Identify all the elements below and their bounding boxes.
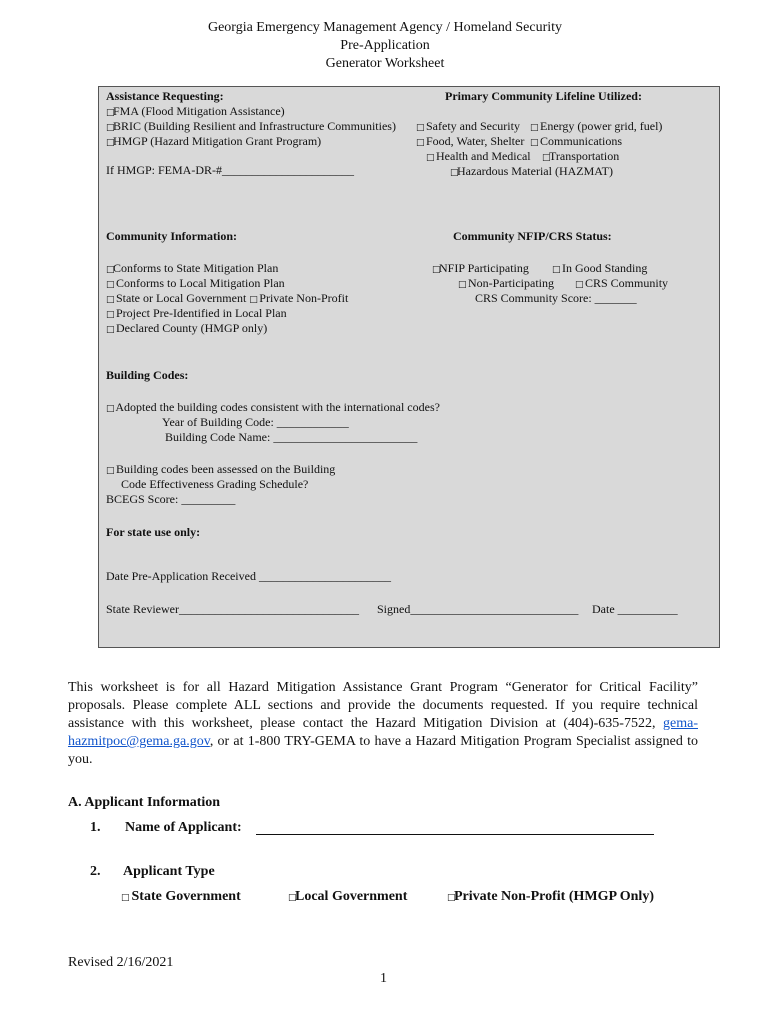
- bcegs-score-field[interactable]: BCEGS Score: _________: [106, 492, 236, 506]
- lifeline-food[interactable]: □ Food, Water, Shelter: [416, 134, 524, 151]
- checkbox-icon: □: [288, 893, 297, 903]
- assistance-heading: Assistance Requesting:: [106, 89, 224, 103]
- checkbox-icon: □: [106, 123, 115, 133]
- date-received-field[interactable]: Date Pre-Application Received ______________________: [106, 569, 391, 583]
- intro-paragraph: This worksheet is for all Hazard Mitigation Assistance Grant Program “Generator for Critical Facility” proposals. Please complete ALL sections and provide the documents requested. If you require technical assistance with this worksheet, please contact the Hazard Mitigation Division at (404)-635-7522, gema-hazmitpoc@gema.ga.gov, or at 1-800 TRY-GEMA to have a Hazard Mitigation Program Specialist assigned to you.: [68, 680, 698, 767]
- date-field[interactable]: Date __________: [592, 602, 678, 616]
- community-pre-identified[interactable]: □ Project Pre-Identified in Local Plan: [106, 306, 287, 323]
- checkbox-icon: □: [106, 404, 115, 414]
- pre-application-box: [98, 86, 720, 648]
- state-use-heading: For state use only:: [106, 525, 201, 539]
- community-declared-county[interactable]: □ Declared County (HMGP only): [106, 321, 267, 338]
- checkbox-icon: □: [432, 265, 441, 275]
- checkbox-icon: □: [447, 893, 456, 903]
- checkbox-icon: □: [121, 893, 130, 903]
- assistance-option-fma[interactable]: □FMA (Flood Mitigation Assistance): [106, 104, 285, 121]
- applicant-name-input[interactable]: [256, 820, 654, 835]
- lifeline-heading: Primary Community Lifeline Utilized:: [445, 89, 642, 103]
- checkbox-icon: □: [106, 310, 115, 320]
- worksheet-title: Generator Worksheet: [325, 56, 445, 71]
- assistance-option-bric[interactable]: □BRIC (Building Resilient and Infrastructure Communities): [106, 119, 396, 136]
- checkbox-icon: □: [542, 153, 551, 163]
- checkbox-icon: □: [249, 295, 258, 305]
- checkbox-icon: □: [552, 265, 561, 275]
- assistance-option-hmgp[interactable]: □HMGP (Hazard Mitigation Grant Program): [106, 134, 321, 151]
- checkbox-icon: □: [575, 280, 584, 290]
- checkbox-icon: □: [106, 325, 115, 335]
- lifeline-transportation[interactable]: □Transportation: [542, 149, 619, 166]
- building-codes-heading: Building Codes:: [106, 368, 189, 382]
- revised-date: Revised 2/16/2021: [68, 955, 174, 970]
- codes-name-field[interactable]: Building Code Name: ________________________: [165, 430, 418, 444]
- lifeline-hazmat[interactable]: □Hazardous Material (HAZMAT): [450, 164, 613, 181]
- checkbox-icon: □: [416, 123, 425, 133]
- checkbox-icon: □: [450, 168, 459, 178]
- type-private-nonprofit[interactable]: □Private Non-Profit (HMGP Only): [447, 888, 654, 907]
- nfip-heading: Community NFIP/CRS Status:: [453, 229, 612, 243]
- lifeline-communications[interactable]: □ Communications: [530, 134, 622, 151]
- checkbox-icon: □: [416, 138, 425, 148]
- checkbox-icon: □: [106, 295, 115, 305]
- community-local-plan[interactable]: □ Conforms to Local Mitigation Plan: [106, 276, 285, 293]
- q1-number: 1.: [90, 820, 101, 835]
- q2-label: Applicant Type: [123, 864, 215, 879]
- codes-assessed-cont: Code Effectiveness Grading Schedule?: [121, 477, 309, 491]
- agency-title: Georgia Emergency Management Agency / Homeland Security: [207, 20, 563, 35]
- community-state-plan[interactable]: □Conforms to State Mitigation Plan: [106, 261, 278, 278]
- section-a-title: A. Applicant Information: [68, 795, 221, 810]
- nfip-good-standing[interactable]: □ In Good Standing: [552, 261, 647, 278]
- nfip-crs-community[interactable]: □ CRS Community: [575, 276, 668, 293]
- checkbox-icon: □: [530, 123, 539, 133]
- page-number: 1: [380, 971, 387, 986]
- codes-assessed[interactable]: □ Building codes been assessed on the Building: [106, 462, 335, 479]
- form-subtitle: Pre-Application: [340, 38, 430, 53]
- signed-field[interactable]: Signed____________________________: [377, 602, 579, 616]
- crs-score-field[interactable]: CRS Community Score: _______: [475, 291, 637, 305]
- q1-label: Name of Applicant:: [125, 820, 242, 835]
- checkbox-icon: □: [106, 108, 115, 118]
- checkbox-icon: □: [426, 153, 435, 163]
- checkbox-icon: □: [458, 280, 467, 290]
- codes-year-field[interactable]: Year of Building Code: ____________: [162, 415, 349, 429]
- state-reviewer-field[interactable]: State Reviewer______________________________: [106, 602, 359, 616]
- email-link[interactable]: gema-hazmitpoc@gema.ga.gov: [68, 716, 698, 749]
- lifeline-energy[interactable]: □ Energy (power grid, fuel): [530, 119, 662, 136]
- lifeline-safety[interactable]: □ Safety and Security: [416, 119, 520, 136]
- lifeline-health[interactable]: □ Health and Medical: [426, 149, 531, 166]
- hmgp-dr-field[interactable]: If HMGP: FEMA-DR-#______________________: [106, 163, 355, 177]
- q2-number: 2.: [90, 864, 101, 879]
- community-govt-nonprofit[interactable]: □ State or Local Government □ Private Non-Profit: [106, 291, 348, 308]
- type-state-government[interactable]: □ State Government: [121, 888, 241, 907]
- checkbox-icon: □: [106, 138, 115, 148]
- type-local-government[interactable]: □Local Government: [288, 888, 407, 907]
- checkbox-icon: □: [530, 138, 539, 148]
- community-heading: Community Information:: [106, 229, 237, 243]
- nfip-non-participating[interactable]: □ Non-Participating: [458, 276, 554, 293]
- checkbox-icon: □: [106, 280, 115, 290]
- nfip-participating[interactable]: □NFIP Participating: [432, 261, 529, 278]
- checkbox-icon: □: [106, 265, 115, 275]
- codes-adopted[interactable]: □ Adopted the building codes consistent with the international codes?: [106, 400, 440, 417]
- checkbox-icon: □: [106, 466, 115, 476]
